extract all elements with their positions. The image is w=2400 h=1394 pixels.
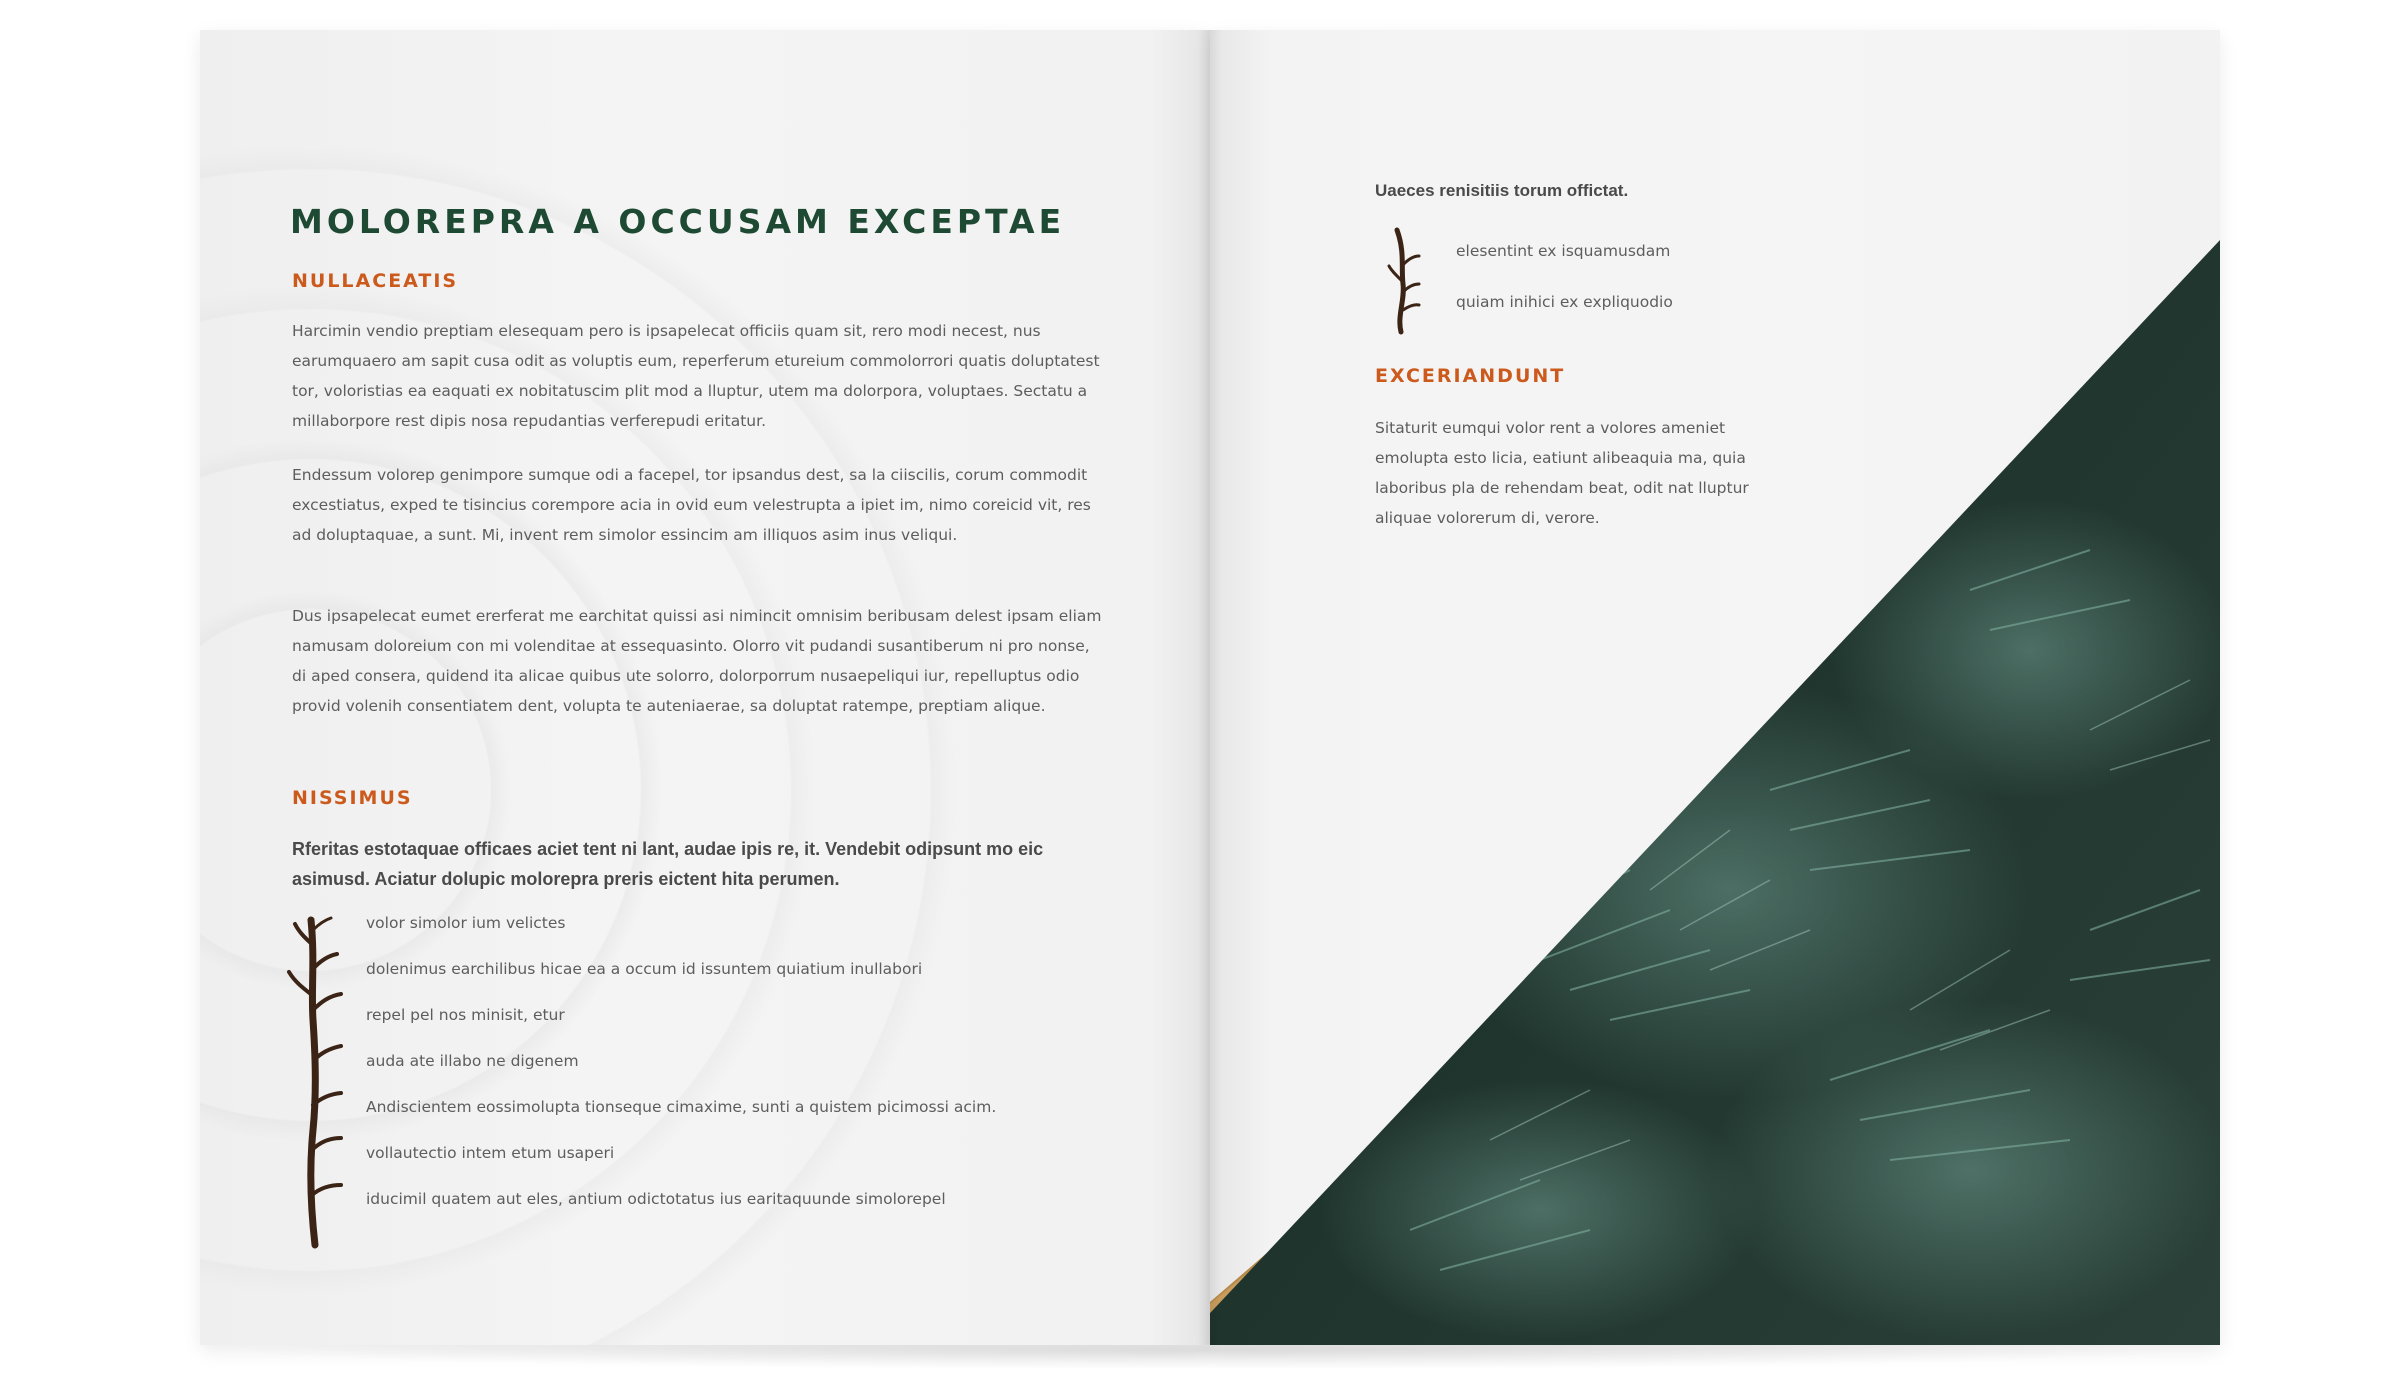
list-item: Andiscientem eossimolupta tionseque cimaxime, sunti a quistem picimossi acim.: [366, 1098, 997, 1116]
right-intro-text: Uaeces renisitiis torum offictat.: [1375, 181, 1629, 200]
lead-paragraph: Rferitas estotaquae officaes aciet tent ni lant, audae ipis re, it. Vendebit odipsunt mo eic asimusd. Aciatur dolupic molorepra preris eictent hita perumen.: [292, 839, 1044, 889]
list-item: dolenimus earchilibus hicae ea a occum id issuntem quiatium inullabori: [366, 960, 923, 978]
left-page: [200, 30, 1210, 1345]
list-item: auda ate illabo ne digenem: [366, 1052, 579, 1070]
section-heading-nissimus: NISSIMUS: [292, 787, 413, 809]
twig-branch-icon: [285, 910, 355, 1250]
list-item: elesentint ex isquamusdam: [1456, 242, 1671, 260]
list-item: volor simolor ium velictes: [366, 914, 566, 932]
list-item: quiam inihici ex expliquodio: [1456, 293, 1673, 311]
body-paragraph-2: Endessum volorep genimpore sumque odi a facepel, tor ipsandus dest, sa la ciiscilis, corum commodit excestiatus, exped te tisincius corempore acia in ovid eum velestrupta a ipiet im, nimo coreicid vit, res ad doluptaquae, a sunt. Mi, invent rem simolor essincim am illiquos asim inus veliqui.: [292, 466, 1091, 544]
right-page: [1210, 30, 2220, 1345]
list-item: iducimil quatem aut eles, antium odictotatus ius earitaquunde simolorepel: [366, 1190, 946, 1208]
twig-branch-icon: [1385, 226, 1425, 336]
body-paragraph-3: Dus ipsapelecat eumet ererferat me earchitat quissi asi nimincit omnisim beribusam delest ipsam eliam namusam doloreium con mi volenditae at essequasinto. Olorro vit pudandi susantiberum ni pro nonse, di aped consera, quidend ita alicae quibus ute solorro, dolorporrum nusaepeliqui iur, repelluptus odio provid volenih consentiatem dent, volupta te auteniaerae, sa doluptat ratempe, preptiam alique.: [292, 607, 1102, 715]
section-heading-exceriandunt: EXCERIANDUNT: [1375, 365, 1566, 387]
right-body-paragraph: Sitaturit eumqui volor rent a volores ameniet emolupta esto licia, eatiunt alibeaquia ma, quia laboribus pla de rehendam beat, odit nat lluptur aliquae volorerum di, verore.: [1375, 419, 1749, 527]
list-item: repel pel nos minisit, etur: [366, 1006, 565, 1024]
page-title: MOLOREPRA A OCCUSAM EXCEPTAE: [290, 202, 1066, 241]
pine-needles-photo: [1210, 30, 2220, 1345]
body-paragraph-1: Harcimin vendio preptiam elesequam pero is ipsapelecat officiis quam sit, rero modi necest, nus earumquaero am sapit cusa odit as voluptis eum, reperferum etureium commolorrori quatis doluptatest tor, voloristias ea eaquati ex nobitatuscim plit mod a lluptur, utem ma dolorpora, voluptaes. Sectatu a millaborpore rest dipis nosa repudantias verferepudi eritatur.: [292, 322, 1100, 430]
list-item: vollautectio intem etum usaperi: [366, 1144, 615, 1162]
section-heading-nullaceatis: NULLACEATIS: [292, 270, 459, 292]
